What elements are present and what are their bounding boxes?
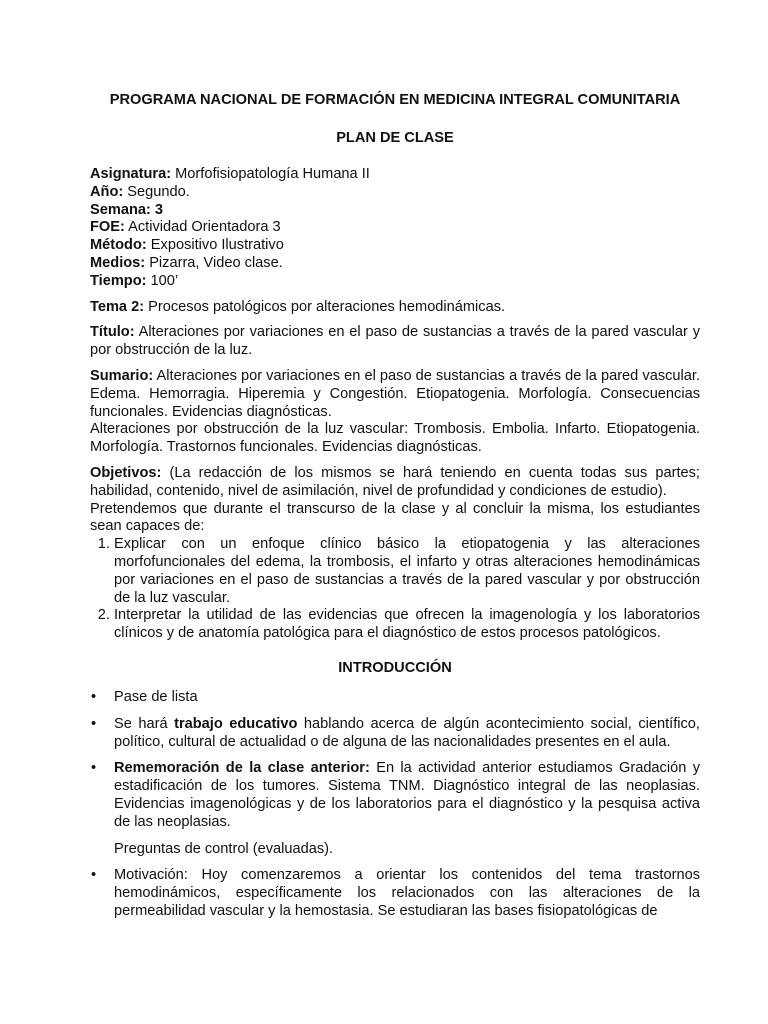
intro-item-text: Motivación: Hoy comenzaremos a orientar los contenidos del tema trastornos hemodinámicos, específicamente los relacionados con las alteraciones de la permeabilidad vascular y la hemostasia. Se estudiaran las bases fisiopatológicas de — [114, 867, 700, 919]
foe-value: Actividad Orientadora 3 — [124, 219, 281, 236]
objetivos-list — [90, 536, 700, 643]
field-asignatura — [90, 166, 700, 184]
anio-label: Año: — [90, 183, 124, 200]
intro-item-text: hablando acerca de algún acontecimiento social, científico, político, cultural de actualidad o de alguna de las nacionalidades presentes en el aula. — [114, 715, 700, 750]
field-medios — [90, 255, 700, 273]
titulo-value: Alteraciones por variaciones en el paso de sustancias a través de la pared vascular y por obstrucción de la luz. — [90, 324, 700, 359]
titulo-paragraph — [90, 324, 700, 360]
foe-label: FOE: — [90, 219, 125, 236]
asignatura-value: Morfofisiopatología Humana II — [171, 166, 370, 182]
titulo-label: Título: — [90, 324, 135, 341]
tema-label: Tema 2: — [90, 298, 145, 315]
sumario-paragraph-2: Alteraciones por obstrucción de la luz vascular: Trombosis. Embolia. Infarto. Etiopatogenia. Morfología. Trastornos funcionales. Evidencias diagnósticas. — [90, 421, 700, 456]
sumario-value-1: Alteraciones por variaciones en el paso de sustancias a través de la pared vascular. Edema. Hemorragia. Hiperemia y Congestión. Etiopatogenia. Morfología. Consecuencias funcionales. Evidencias diagnósticas. — [90, 367, 700, 420]
intro-item-trabajo-educativo — [91, 715, 700, 752]
field-semana — [90, 202, 700, 220]
bullet-icon: • — [91, 688, 97, 705]
field-foe — [90, 219, 700, 237]
tema-paragraph — [90, 299, 700, 317]
anio-value: Segundo. — [123, 183, 190, 200]
plan-title: PLAN DE CLASE — [336, 130, 454, 146]
objetivos-label: Objetivos: — [90, 464, 162, 481]
tema-value: Procesos patológicos por alteraciones hemodinámicas. — [144, 298, 506, 315]
asignatura-label: Asignatura: — [90, 166, 172, 182]
medios-value: Pizarra, Video clase. — [145, 254, 283, 271]
objetivo-item: 1. Explicar con un enfoque clínico básico la etiopatogenia y las alteraciones morfofuncionales del edema, la trombosis, el infarto y otras alteraciones hemodinámicas por variaciones en el paso de sustancias a través de la pared vascular y por obstrucción de la luz vascular. — [114, 536, 700, 607]
objetivos-paragraph — [90, 465, 700, 501]
intro-item-bold: Rememoración de la clase anterior: — [114, 760, 370, 777]
tiempo-label: Tiempo: — [90, 272, 147, 289]
preguntas-de-control: Preguntas de control (evaluadas). — [114, 840, 334, 857]
intro-item-text: Se hará — [114, 715, 175, 732]
sumario-label: Sumario: — [90, 367, 154, 384]
program-title: PROGRAMA NACIONAL DE FORMACIÓN EN MEDICINA INTEGRAL COMUNITARIA — [109, 92, 681, 108]
intro-item-motivacion — [91, 867, 700, 920]
introduccion-list — [90, 689, 700, 921]
intro-item-bold: trabajo educativo — [174, 715, 298, 732]
bullet-icon: • — [91, 715, 97, 732]
bullet-icon: • — [91, 760, 97, 777]
document-page — [90, 90, 700, 930]
intro-item-text: En la actividad anterior estudiamos Gradación y estadificación de los tumores. Sistema TNM. Diagnóstico integral de las neoplasias. Evidencias imagenológicas y de los laboratorios para el diagnóstico y la pesquisa activa de las neoplasias. — [114, 760, 700, 830]
tiempo-value: 100’ — [146, 272, 179, 289]
sumario-paragraph — [90, 368, 700, 421]
objetivos-intro: Pretendemos que durante el transcurso de la clase y al concluir la misma, los estudiantes sean capaces de: — [90, 500, 700, 535]
class-info — [90, 166, 700, 291]
field-metodo — [90, 237, 700, 255]
bullet-icon: • — [91, 867, 97, 884]
objetivos-value-1: (La redacción de los mismos se hará teniendo en cuenta todas sus partes; habilidad, contenido, nivel de asimilación, nivel de profundidad y condiciones de estudio). — [90, 464, 700, 499]
objetivo-item: 2. Interpretar la utilidad de las evidencias que ofrecen la imagenología y los laboratorios clínicos y de anatomía patológica para el diagnóstico de estos procesos patológicos. — [114, 607, 700, 643]
field-anio — [90, 184, 700, 202]
metodo-label: Método: — [90, 237, 147, 254]
intro-item-pase-de-lista — [91, 688, 700, 707]
medios-label: Medios: — [90, 254, 146, 271]
metodo-value: Expositivo Ilustrativo — [146, 237, 284, 254]
semana-label: Semana: 3 — [90, 201, 164, 218]
intro-item-rememoracion — [91, 760, 700, 858]
intro-item-text: Pase de lista — [114, 688, 198, 705]
field-tiempo — [90, 273, 700, 291]
introduccion-title: INTRODUCCIÓN — [338, 659, 452, 676]
